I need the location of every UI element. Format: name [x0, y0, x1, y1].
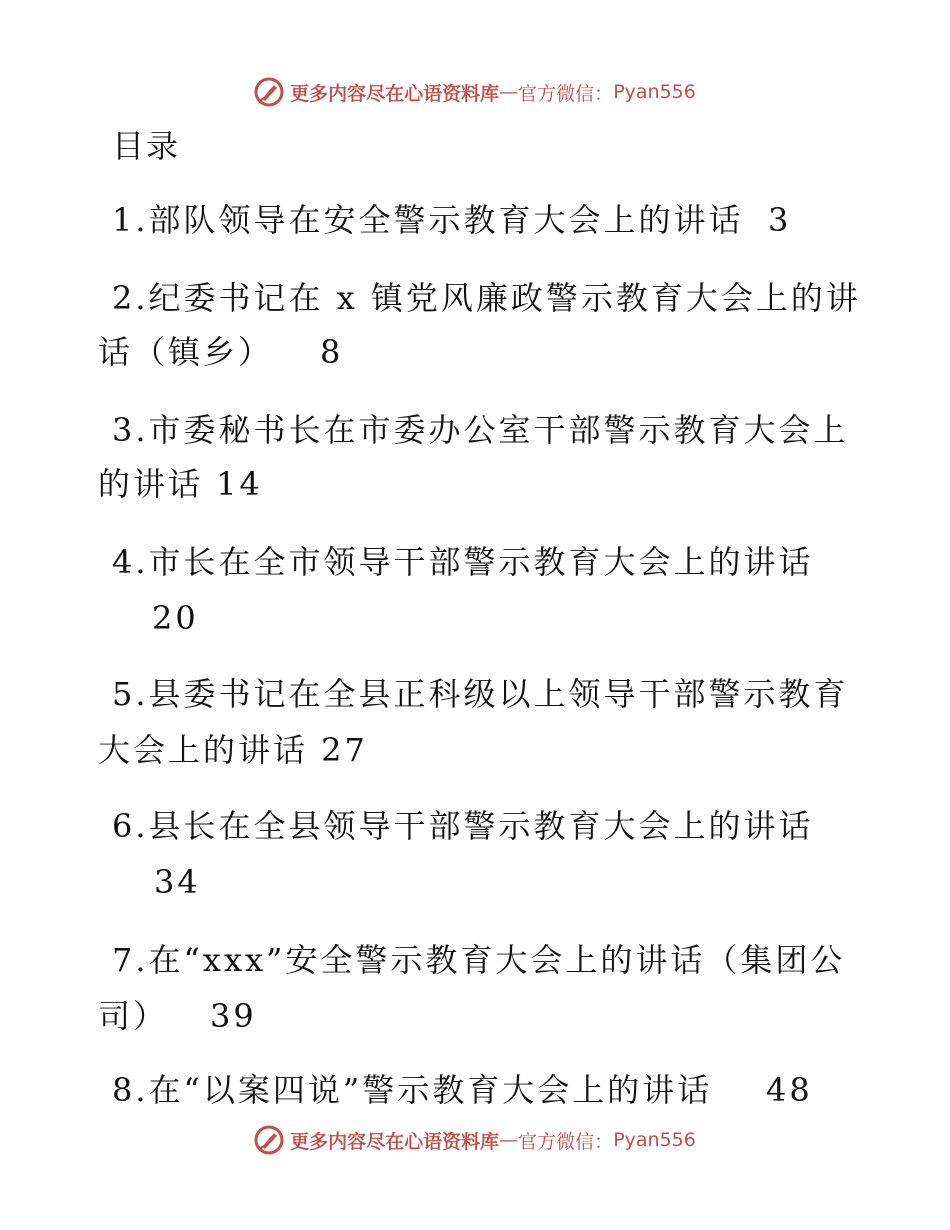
- watermark-main-text: 更多内容尽在心语资料库: [290, 82, 500, 105]
- footer-watermark: [0, 1120, 950, 1160]
- watermark-wechat-id: Pyan556: [613, 81, 696, 103]
- watermark-official-label: 官方微信：: [518, 82, 614, 105]
- toc-item-8-text[interactable]: 8.在“以案四说”警示教育大会上的讲话: [112, 1071, 713, 1109]
- toc-item-5-text[interactable]: 5.县委书记在全县正科级以上领导干部警示教育: [112, 675, 849, 713]
- toc-item-6-page[interactable]: 34: [154, 863, 201, 901]
- toc-title: 目录: [112, 127, 181, 165]
- header-watermark: [0, 72, 950, 112]
- watermark-separator: —: [499, 81, 519, 103]
- toc-item-6-text[interactable]: 6.县长在全县领导干部警示教育大会上的讲话: [112, 807, 814, 845]
- quill-logo-icon: [254, 1125, 284, 1155]
- toc-item-7-text[interactable]: 7.在“xxx”安全警示教育大会上的讲话（集团公: [112, 941, 846, 979]
- toc-item-2-page[interactable]: 8: [320, 333, 344, 371]
- watermark-main-text: 更多内容尽在心语资料库: [290, 1130, 500, 1153]
- toc-item-7-text-cont[interactable]: 司）: [98, 997, 169, 1035]
- watermark-official-label: 官方微信：: [518, 1130, 614, 1153]
- watermark-wechat-id: Pyan556: [613, 1129, 696, 1151]
- toc-item-4-page[interactable]: 20: [152, 599, 199, 637]
- toc-item-4-text[interactable]: 4.市长在全市领导干部警示教育大会上的讲话: [112, 543, 814, 581]
- toc-item-7-page[interactable]: 39: [210, 997, 257, 1035]
- toc-item-3-text-cont[interactable]: 的讲话 14: [98, 465, 263, 503]
- toc-item-8-page[interactable]: 48: [766, 1071, 813, 1109]
- toc-item-2-text[interactable]: 2.纪委书记在 x 镇党风廉政警示教育大会上的讲: [112, 279, 861, 317]
- toc-item-1-text[interactable]: 1.部队领导在安全警示教育大会上的讲话: [112, 201, 744, 239]
- watermark-separator: —: [499, 1129, 519, 1151]
- toc-item-1-page[interactable]: 3: [768, 201, 792, 239]
- toc-item-3-text[interactable]: 3.市委秘书长在市委办公室干部警示教育大会上: [112, 411, 849, 449]
- toc-item-5-text-cont[interactable]: 大会上的讲话 27: [98, 731, 368, 769]
- quill-logo-icon: [254, 77, 284, 107]
- toc-item-2-text-cont[interactable]: 话（镇乡）: [98, 333, 274, 371]
